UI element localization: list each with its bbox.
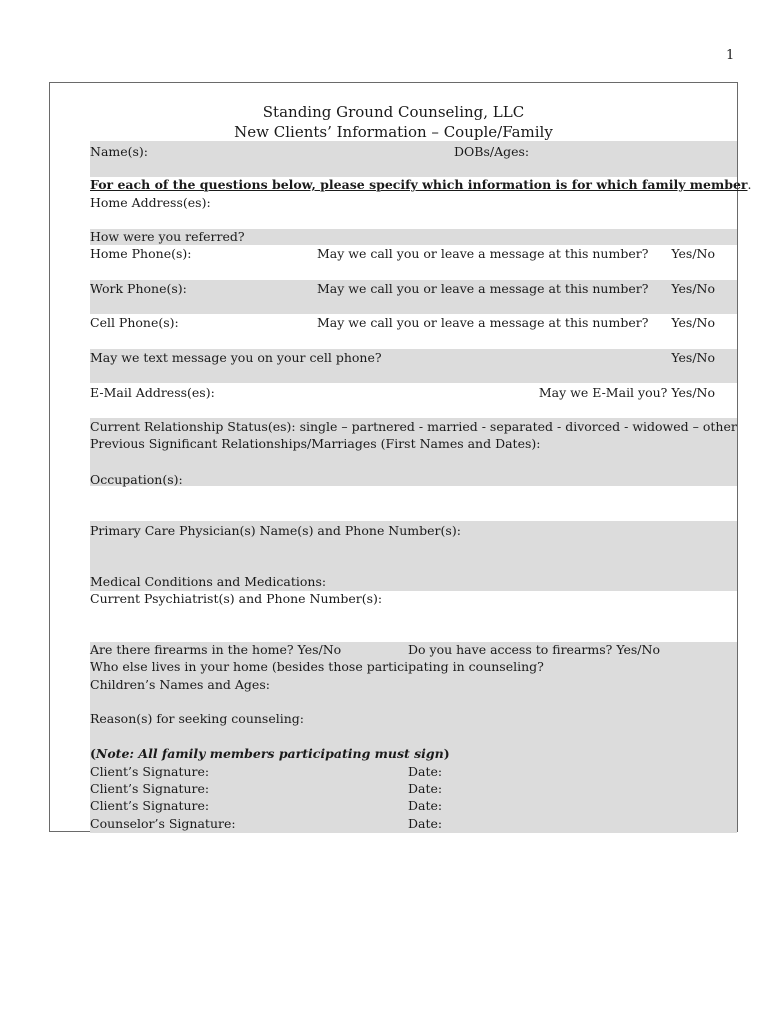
names-label: Name(s): xyxy=(90,144,149,159)
date-label: Date: xyxy=(408,816,443,831)
reason-label: Reason(s) for seeking counseling: xyxy=(90,711,305,726)
row-client-signature-2 xyxy=(90,780,723,797)
client-signature-label: Client’s Signature: xyxy=(90,764,210,779)
date-label: Date: xyxy=(408,798,443,813)
cell-phone-label: Cell Phone(s): xyxy=(90,315,179,330)
dobs-label: DOBs/Ages: xyxy=(454,144,530,159)
date-label: Date: xyxy=(408,781,443,796)
row-firearms xyxy=(90,641,723,658)
work-phone-yes-no: Yes/No xyxy=(671,281,715,296)
firearms-access-question: Do you have access to firearms? Yes/No xyxy=(408,642,660,657)
work-phone-label: Work Phone(s): xyxy=(90,281,187,296)
instruction-text: For each of the questions below, please specify which information is for which family member xyxy=(90,177,748,192)
home-phone-message-question: May we call you or leave a message at this number? xyxy=(317,246,649,261)
firearms-home-question: Are there firearms in the home? Yes/No xyxy=(90,642,342,657)
cell-phone-message-question: May we call you or leave a message at this number? xyxy=(317,315,649,330)
row-client-signature-1 xyxy=(90,763,723,780)
client-signature-label: Client’s Signature: xyxy=(90,798,210,813)
medical-label: Medical Conditions and Medications: xyxy=(90,574,327,589)
row-counselor-signature xyxy=(90,815,723,832)
home-phone-yes-no: Yes/No xyxy=(671,246,715,261)
previous-relationships-label: Previous Significant Relationships/Marriages (First Names and Dates): xyxy=(90,436,541,451)
note-close: ) xyxy=(443,746,450,761)
note-open: ( xyxy=(90,746,96,761)
row-home-phone xyxy=(90,245,723,262)
org-title: Standing Ground Counseling, LLC xyxy=(262,103,525,121)
home-phone-label: Home Phone(s): xyxy=(90,246,192,261)
email-question: May we E-Mail you? Yes/No xyxy=(538,385,715,400)
email-label: E-Mail Address(es): xyxy=(90,385,215,400)
children-label: Children’s Names and Ages: xyxy=(90,677,270,692)
relationship-status-label: Current Relationship Status(es): single – partnered - married - separated - divorced - widowed – other xyxy=(90,419,737,434)
who-else-label: Who else lives in your home (besides those participating in counseling? xyxy=(90,659,544,674)
home-address-label: Home Address(es): xyxy=(90,195,211,210)
page-number: 1 xyxy=(726,48,735,63)
note-text: Note: All family members participating must sign xyxy=(95,746,444,761)
row-work-phone xyxy=(90,280,723,297)
physician-label: Primary Care Physician(s) Name(s) and Phone Number(s): xyxy=(90,523,461,538)
intake-form xyxy=(49,82,752,832)
occupation-label: Occupation(s): xyxy=(90,472,183,487)
row-instruction xyxy=(90,176,752,193)
row-cell-phone xyxy=(90,314,723,331)
row-client-signature-3 xyxy=(90,797,723,814)
referred-label: How were you referred? xyxy=(90,229,245,244)
psychiatrist-label: Current Psychiatrist(s) and Phone Number(s): xyxy=(90,591,383,606)
row-names xyxy=(90,143,723,160)
client-signature-label: Client’s Signature: xyxy=(90,781,210,796)
work-phone-message-question: May we call you or leave a message at this number? xyxy=(317,281,649,296)
text-message-question: May we text message you on your cell phone? xyxy=(90,350,382,365)
counselor-signature-label: Counselor’s Signature: xyxy=(90,816,236,831)
row-email xyxy=(90,384,723,401)
text-message-yes-no: Yes/No xyxy=(671,350,715,365)
form-title: New Clients’ Information – Couple/Family xyxy=(234,123,553,141)
signature-note xyxy=(90,745,723,762)
instruction-end: . xyxy=(747,177,752,192)
row-text-message xyxy=(90,349,723,366)
date-label: Date: xyxy=(408,764,443,779)
cell-phone-yes-no: Yes/No xyxy=(671,315,715,330)
